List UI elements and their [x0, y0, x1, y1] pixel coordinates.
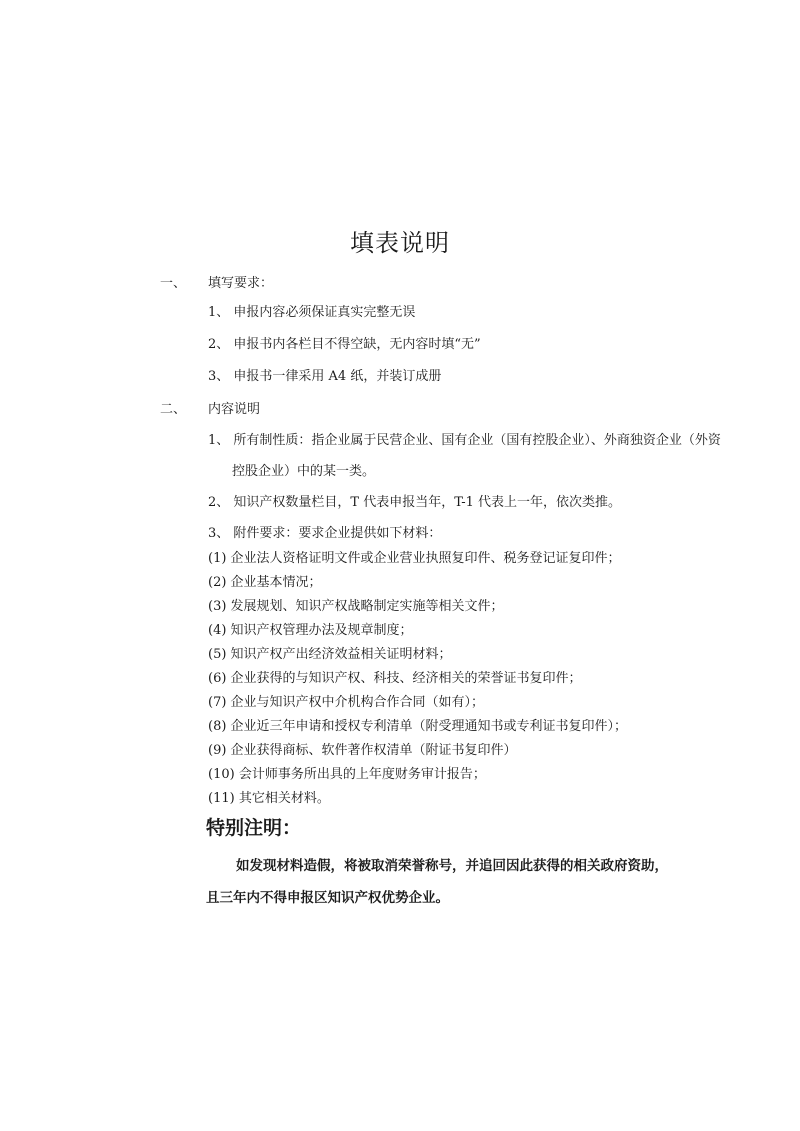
section2-item-1-line-2: 控股企业）中的某一类。 — [232, 464, 376, 479]
special-note-line-1: 如发现材料造假，将被取消荣誉称号，并追回因此获得的相关政府资助， — [236, 858, 668, 874]
section1-number: 一、 — [160, 276, 187, 291]
page-title: 填表说明 — [350, 229, 450, 257]
section1-item-2: 2、 申报书内各栏目不得空缺，无内容时填“无” — [208, 337, 481, 352]
attachment-item-6: (6) 企业获得的与知识产权、科技、经济相关的荣誉证书复印件； — [208, 671, 582, 686]
section2-item-1-line-1: 1、 所有制性质：指企业属于民营企业、国有企业（国有控股企业）、外商独资企业（外资 — [208, 433, 721, 448]
section1-heading: 填写要求： — [208, 276, 274, 291]
attachment-item-3: (3) 发展规划、知识产权战略制定实施等相关文件； — [208, 599, 504, 614]
section2-heading: 内容说明 — [208, 402, 261, 417]
attachment-item-8: (8) 企业近三年申请和授权专利清单（附受理通知书或专利证书复印件）； — [208, 719, 628, 734]
section1-item-3: 3、 申报书一律采用 A4 纸，并装订成册 — [208, 369, 442, 384]
attachment-item-7: (7) 企业与知识产权中介机构合作合同（如有）； — [208, 695, 485, 710]
section1-item-1: 1、 申报内容必须保证真实完整无误 — [208, 305, 416, 320]
special-note-line-2: 且三年内不得申报区知识产权优势企业。 — [206, 890, 449, 906]
attachment-item-10: (10) 会计师事务所出具的上年度财务审计报告； — [208, 767, 486, 782]
attachment-item-5: (5) 知识产权产出经济效益相关证明材料； — [208, 647, 452, 662]
attachment-item-2: (2) 企业基本情况； — [208, 575, 322, 590]
attachment-item-9: (9) 企业获得商标、软件著作权清单（附证书复印件） — [208, 743, 517, 758]
attachment-item-4: (4) 知识产权管理办法及规章制度； — [208, 623, 413, 638]
attachment-item-1: (1) 企业法人资格证明文件或企业营业执照复印件、税务登记证复印件； — [208, 551, 621, 566]
special-note-heading: 特别注明： — [206, 817, 302, 839]
section2-number: 二、 — [160, 402, 187, 417]
section2-item-2: 2、 知识产权数量栏目，T 代表申报当年，T-1 代表上一年，依次类推。 — [208, 495, 621, 510]
attachment-item-11: (11) 其它相关材料。 — [208, 791, 330, 806]
section2-item-3: 3、 附件要求：要求企业提供如下材料： — [208, 526, 442, 541]
